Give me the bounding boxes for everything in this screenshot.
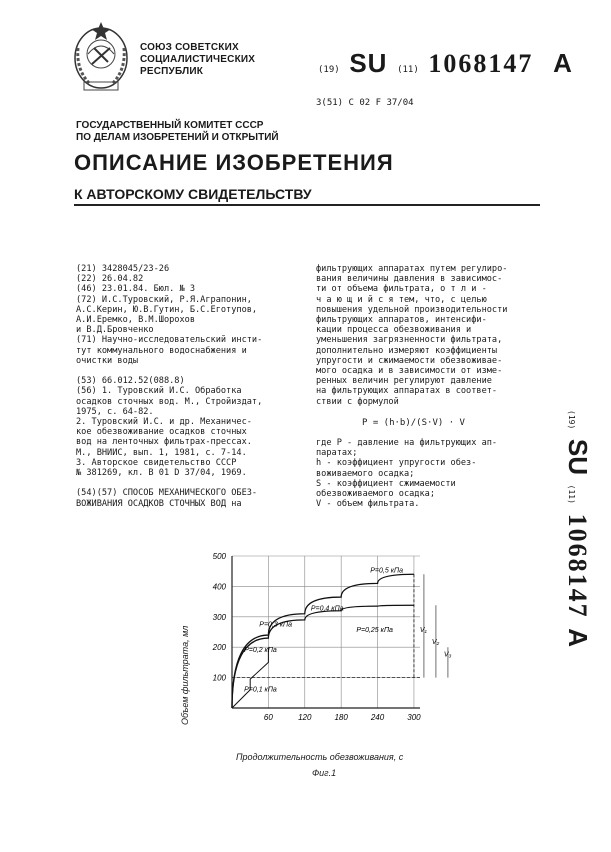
x-axis-label: Продолжительность обезвоживания, с	[236, 752, 404, 762]
text-line: 1975, с. 64-82.	[76, 406, 154, 417]
claim-text	[316, 264, 542, 407]
y-tick-label: 300	[212, 612, 226, 622]
text-line: обезвоживаемого осадка;	[316, 489, 435, 500]
y-tick-label: 500	[212, 552, 226, 561]
text-line: (46) 23.01.84. Бюл. № 3	[76, 284, 195, 295]
classification: 3(51) С 02 F 37/04	[316, 98, 414, 108]
text-line: очистки воды	[76, 355, 139, 366]
text-line: кации процесса обезвоживания и	[316, 325, 472, 336]
country-name: СОЮЗ СОВЕТСКИХ СОЦИАЛИСТИЧЕСКИХ РЕСПУБЛИК	[140, 42, 256, 77]
text-line: вания величины давления в зависимос-	[316, 274, 503, 285]
bibliographic-data	[76, 264, 306, 509]
x-tick-label: 180	[334, 713, 348, 722]
text-line: кое обезвоживание осадков сточных	[76, 427, 247, 438]
marker-label: V₃	[443, 651, 452, 659]
text-line: А.С.Керин, Ю.В.Гутин, Б.С.Еготупов,	[76, 304, 258, 315]
marker-label: V₂	[431, 639, 440, 647]
patent-prefix: (19)	[318, 65, 340, 75]
ussr-emblem	[70, 18, 132, 96]
text-line: фильтрующих аппаратов, интенсифи-	[316, 315, 487, 326]
text-line: (54)(57) СПОСОБ МЕХАНИЧЕСКОГО ОБЕЗ-	[76, 488, 258, 499]
text-line: и В.Д.Бровченко	[76, 325, 154, 336]
text-line	[76, 366, 306, 376]
text-line: М., ВНИИС, вып. 1, 1981, с. 7-14.	[76, 447, 247, 458]
y-tick-label: 200	[212, 643, 226, 653]
text-line: А.И.Еремко, В.М.Шорохов	[76, 315, 195, 326]
segment-label: P=0,1 кПа	[244, 686, 277, 694]
text-line: ч а ю щ и й с я тем, что, с целью	[316, 294, 487, 305]
segment-label: P=0,3 кПа	[259, 621, 292, 629]
text-line: мого осадка и в зависимости от изме-	[316, 366, 503, 377]
y-tick-label: 400	[212, 582, 226, 592]
text-line: повышения удельной производительности	[316, 304, 508, 315]
document-subtitle: К АВТОРСКОМУ СВИДЕТЕЛЬСТВУ	[74, 186, 312, 202]
text-line: (53) 66.012.52(088.8)	[76, 376, 185, 387]
text-line	[76, 478, 306, 488]
text-line: осадков сточных вод. М., Стройиздат,	[76, 396, 263, 407]
text-line: фильтрующих аппаратах путем регулиро-	[316, 264, 508, 274]
text-line: 3. Авторское свидетельство СССР	[76, 457, 237, 468]
text-line: ренных величин регулируют давление	[316, 376, 492, 387]
text-line: ВОЖИВАНИЯ ОСАДКОВ СТОЧНЫХ ВОД на	[76, 498, 242, 509]
text-line: № 381269, кл. В 01 D 37/04, 1969.	[76, 468, 247, 479]
text-line: S - коэффициент сжимаемости	[316, 478, 456, 489]
text-line: воживаемого осадка;	[316, 468, 415, 479]
patent-number: 1068147	[428, 49, 534, 78]
segment-label: P=0,25 кПа	[356, 627, 393, 634]
text-line: на фильтрующих аппаратах в соответ-	[316, 386, 498, 397]
segment-label: P=0,4 кПа	[310, 605, 344, 613]
text-line: 2. Туровский И.С. и др. Механичес-	[76, 417, 252, 428]
text-line: ствии с формулой	[316, 396, 399, 407]
number-prefix: (11)	[397, 65, 419, 75]
committee-name: ГОСУДАРСТВЕННЫЙ КОМИТЕТ СССР ПО ДЕЛАМ ИЗОБРЕТЕНИЙ И ОТКРЫТИЙ	[76, 120, 279, 143]
document-title: ОПИСАНИЕ ИЗОБРЕТЕНИЯ	[74, 150, 394, 175]
text-line: (71) Научно-исследовательский инсти-	[76, 335, 263, 346]
x-tick-label: 300	[407, 713, 421, 722]
text-line: где P - давление на фильтрующих ап-	[316, 438, 498, 448]
segment-label: P=0,5 кПа	[370, 567, 403, 575]
x-tick-label: 240	[370, 713, 385, 722]
text-line: (72) И.С.Туровский, Р.Я.Аграпонин,	[76, 294, 252, 305]
text-line: ти от объема фильтрата, о т л и -	[316, 284, 487, 295]
y-tick-label: 100	[212, 673, 226, 683]
header-rule	[74, 204, 540, 206]
y-axis-label: Объем фильтрата, мл	[180, 625, 190, 725]
formula: P = (h·b)/(S·V) · V	[362, 418, 465, 428]
text-line: дополнительно измеряют коэффициенты	[316, 345, 498, 356]
patent-number-block	[318, 48, 572, 79]
text-line: тут коммунального водоснабжения и	[76, 345, 247, 356]
text-line: (22) 26.04.82	[76, 274, 144, 285]
text-line: упругости и сжимаемости обезвоживае-	[316, 355, 503, 366]
marker-label: V₁	[419, 627, 427, 634]
side-patent-number: (19) SU (11) 1068147 A	[563, 410, 593, 647]
su-code: SU	[349, 48, 388, 78]
text-line: паратах;	[316, 448, 358, 459]
text-line: уменьшения загрязненности фильтрата,	[316, 335, 503, 346]
segment-label: P=0,2 кПа	[244, 646, 277, 654]
formula-definitions	[316, 438, 544, 509]
filtrate-chart	[180, 548, 550, 758]
text-line: (56) 1. Туровский И.С. Обработка	[76, 386, 242, 397]
text-line: V - объем фильтрата.	[316, 499, 420, 510]
x-tick-label: 120	[298, 713, 312, 722]
text-line: h - коэффициент упругости обез-	[316, 458, 477, 469]
text-line: (21) 3428045/23-26	[76, 264, 170, 274]
text-line: вод на ленточных фильтрах-прессах.	[76, 437, 252, 448]
patent-kind: A	[553, 48, 572, 78]
x-tick-label: 60	[263, 713, 273, 722]
figure-label: Фиг.1	[312, 768, 337, 778]
